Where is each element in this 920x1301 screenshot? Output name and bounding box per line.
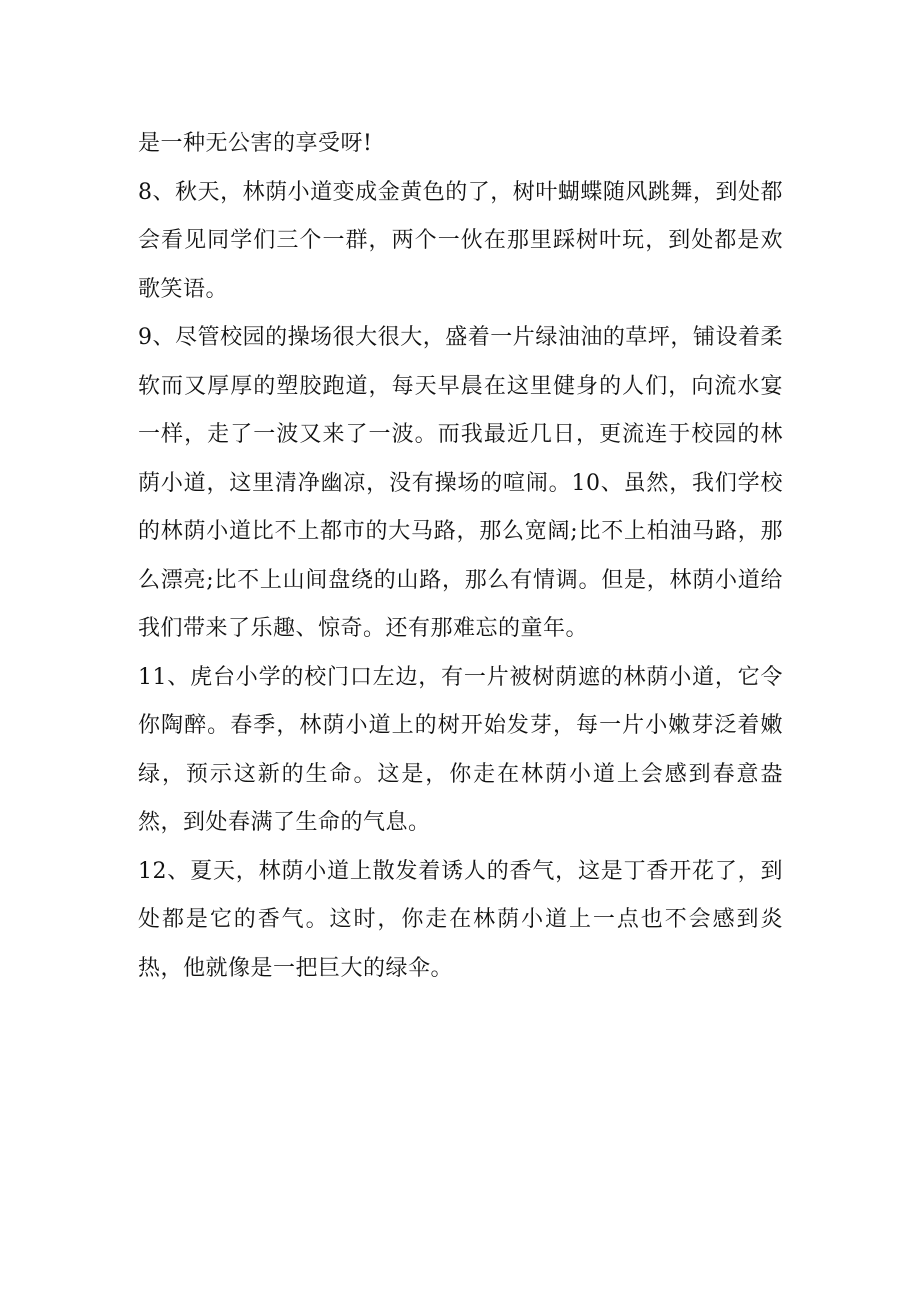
paragraph-11: 11、虎台小学的校门口左边，有一片被树荫遮的林荫小道，它令你陶醉。春季，林荫小道上的树开始发芽，每一片小嫩芽泛着嫩绿，预示这新的生命。这是，你走在林荫小道上会感到春意盎然，到处春满了生命的气息。 [138,664,783,835]
paragraph-continuation: 是一种无公害的享受呀! [138,131,373,156]
paragraph-12: 12、夏天，林荫小道上散发着诱人的香气，这是丁香开花了，到处都是它的香气。这时，你走在林荫小道上一点也不会感到炎热，他就像是一把巨大的绿伞。 [138,858,783,981]
paragraph-8: 8、秋天，林荫小道变成金黄色的了，树叶蝴蝶随风跳舞，到处都会看见同学们三个一群，两个一伙在那里踩树叶玩，到处都是欢歌笑语。 [138,179,783,302]
paragraph-9-10: 9、尽管校园的操场很大很大，盛着一片绿油油的草坪，铺设着柔软而又厚厚的塑胶跑道，每天早晨在这里健身的人们，向流水宴一样，走了一波又来了一波。而我最近几日，更流连于校园的林荫小道，这里清净幽凉，没有操场的喧闹。10、虽然，我们学校的林荫小道比不上都市的大马路，那么宽阔;比不上柏油马路，那么漂亮;比不上山间盘绕的山路，那么有情调。但是，林荫小道给我们带来了乐趣、惊奇。还有那难忘的童年。 [138,325,783,641]
document-body [138,120,783,993]
